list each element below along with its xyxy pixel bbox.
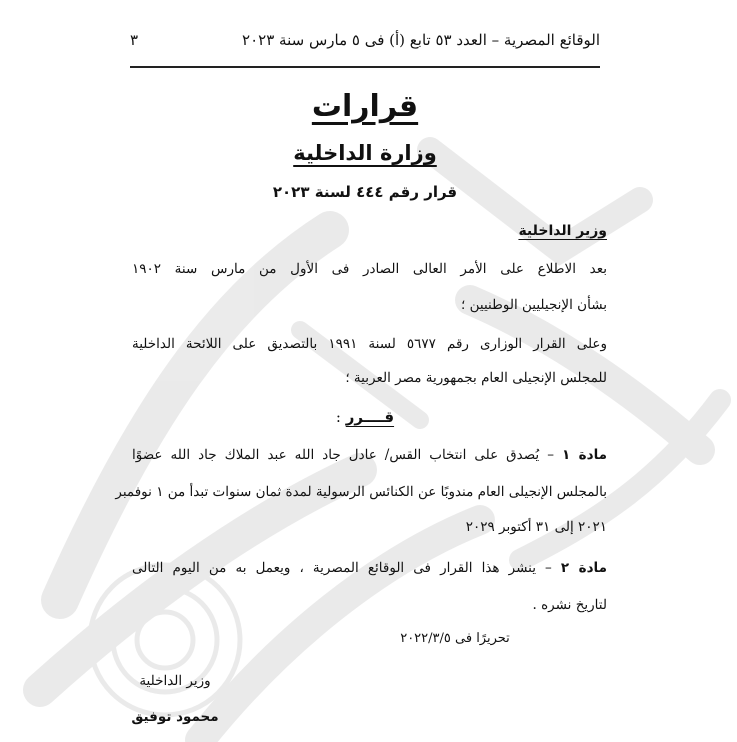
article-1-line: ٢٠٢١ إلى ٣١ أكتوبر ٢٠٢٩ [465,519,607,535]
decided-word: قــــرر [345,408,395,426]
preamble-line: بشأن الإنجيليين الوطنيين ؛ [461,297,607,313]
article-2-label: مادة ٢ [560,560,607,576]
article-1-text: – يُصدق على انتخاب القس/ عادل جاد الله عبد الملاك جاد الله عضوًا [132,447,554,463]
gazette-issue-title: الوقائع المصرية – العدد ٥٣ تابع (أ) فى ٥ مارس سنة ٢٠٢٣ [242,31,600,49]
decided-heading [130,405,600,429]
preamble-line: وعلى القرار الوزارى رقم ٥٦٧٧ لسنة ١٩٩١ بالتصديق على اللائحة الداخلية [132,336,607,352]
signature-name: محمود توفيق [131,709,219,725]
preamble-line: للمجلس الإنجيلى العام بجمهورية مصر العربية ؛ [345,370,607,386]
decided-colon: : [335,408,341,426]
article-2-text: – ينشر هذا القرار فى الوقائع المصرية ، ويعمل به من اليوم التالى [132,560,552,576]
ministry-title: وزارة الداخلية [293,141,437,165]
section-title: قرارات [311,89,419,124]
issue-date: تحريرًا فى ٢٠٢٢/٣/٥ [400,631,510,646]
preamble-line: بعد الاطلاع على الأمر العالى الصادر فى الأول من مارس سنة ١٩٠٢ [132,261,607,277]
article-2-line: لتاريخ نشره . [532,597,607,613]
article-1-line: بالمجلس الإنجيلى العام مندوبًا عن الكنائس الرسولية لمدة ثمان سنوات تبدأ من ١ نوفمبر [115,484,607,500]
page-header [130,30,600,68]
article-1-label: مادة ١ [562,447,608,463]
minister-heading: وزير الداخلية [518,223,607,239]
article-1-line [132,444,607,466]
article-2-line [132,557,607,579]
page-number: ٣ [130,31,139,49]
decision-number: قرار رقم ٤٤٤ لسنة ٢٠٢٣ [272,183,458,201]
signature-title: وزير الداخلية [139,673,211,689]
